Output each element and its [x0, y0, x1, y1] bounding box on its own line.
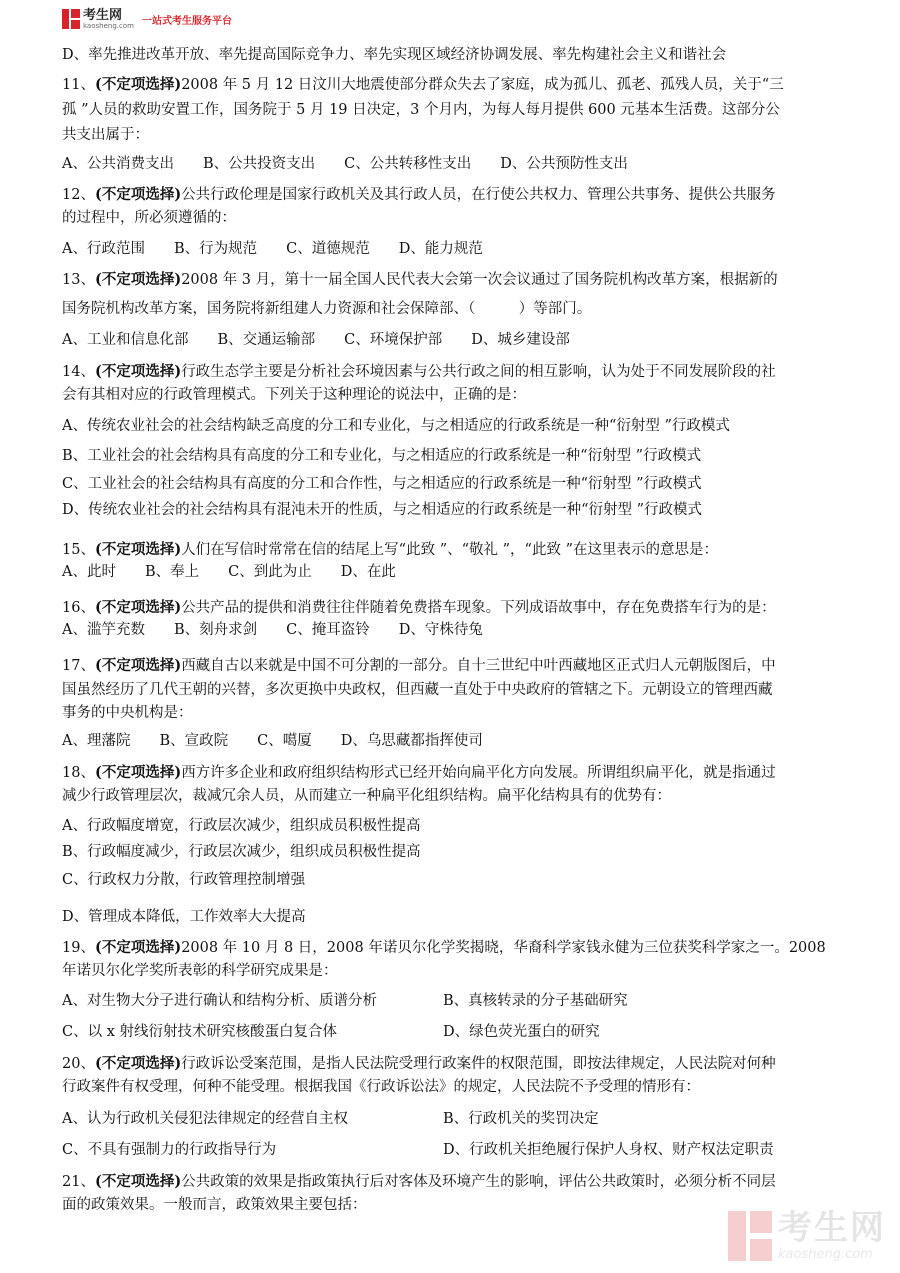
q18-option-a: A、行政幅度增宽，行政层次减少，组织成员积极性提高: [62, 818, 421, 834]
q16-number: 16、: [62, 600, 95, 616]
q14-stem-line1: [62, 362, 776, 382]
q15-options: A、此时 B、奉上 C、到此为止 D、在此: [62, 564, 396, 580]
q13-stem-line2: 国务院机构改革方案，国务院将新组建人力资源和社会保障部、（ ）等部门。: [62, 301, 592, 317]
brand: [83, 9, 134, 30]
q13-number: 13、: [62, 272, 95, 288]
q17-stem-line2: 国虽然经历了几代王朝的兴替，多次更换中央政权，但西藏一直处于中央政府的管辖之下。元朝设立的管理西藏: [62, 682, 773, 698]
watermark-name: 考生网: [778, 1208, 886, 1248]
q19-number: 19、: [62, 940, 95, 956]
q18-option-b: B、行政幅度减少，行政层次减少，组织成员积极性提高: [62, 844, 421, 860]
question-type-tag: (不定项选择): [94, 363, 182, 380]
slogan: 一站式考生服务平台: [141, 15, 232, 27]
q20-number: 20、: [62, 1056, 95, 1072]
q14-option-a: A、传统农业社会的社会结构缺乏高度的分工和专业化，与之相适应的行政系统是一种“衍射型 ”行政模式: [62, 418, 730, 434]
question-type-tag: (不定项选择): [94, 657, 182, 674]
q12-stem-line1: [62, 185, 776, 205]
q17-text: 西藏自古以来就是中国不可分割的一部分。自十三世纪中叶西藏地区正式归人元朝版图后，中: [181, 658, 776, 674]
question-type-tag: (不定项选择): [94, 599, 182, 616]
site-logo-icon: [62, 9, 80, 29]
watermark: [728, 1208, 886, 1262]
q15-number: 15、: [62, 542, 95, 558]
q19-text: 2008 年 10 月 8 日，2008 年诺贝尔化学奖揭晓，华裔科学家钱永健为三位获奖科学家之一。2008: [181, 940, 826, 956]
q14-option-c: C、工业社会的社会结构具有高度的分工和合作性，与之相适应的行政系统是一种“衍射型 ”行政模式: [62, 476, 702, 492]
q17-stem-line3: 事务的中央机构是：: [62, 705, 193, 721]
q17-options: A、理藩院 B、宣政院 C、噶厦 D、乌思藏都指挥使司: [62, 733, 483, 749]
q20-option-d: D、行政机关拒绝履行保护人身权、财产权法定职责: [443, 1142, 774, 1158]
q20-stem-line2: 行政案件有权受理，何种不能受理。根据我国《行政诉讼法》的规定，人民法院不予受理的情形有：: [62, 1079, 700, 1095]
q16-text: 公共产品的提供和消费往往伴随着免费搭车现象。下列成语故事中，存在免费搭车行为的是：: [181, 600, 776, 616]
question-type-tag: (不定项选择): [94, 541, 182, 558]
watermark-logo-icon: [728, 1211, 772, 1261]
q21-number: 21、: [62, 1174, 95, 1190]
q19-stem-line1: [62, 938, 826, 958]
q20-text: 行政诉讼受案范围，是指人民法院受理行政案件的权限范围，即按法律规定，人民法院对何种: [181, 1056, 776, 1072]
q11-options: A、公共消费支出 B、公共投资支出 C、公共转移性支出 D、公共预防性支出: [62, 156, 628, 172]
q18-option-c: C、行政权力分散，行政管理控制增强: [62, 872, 306, 888]
question-type-tag: (不定项选择): [94, 764, 182, 781]
question-type-tag: (不定项选择): [94, 271, 182, 288]
q11-number: 11、: [62, 77, 95, 93]
q20-option-c: C、不具有强制力的行政指导行为: [62, 1142, 277, 1158]
q20-option-a: A、认为行政机关侵犯法律规定的经营自主权: [62, 1111, 348, 1127]
q18-number: 18、: [62, 765, 95, 781]
q11-stem-line2: 孤 ”人员的救助安置工作，国务院于 5 月 19 日决定，3 个月内，为每人每月提供 600 元基本生活费。这部分公: [62, 102, 780, 118]
watermark-domain: kaosheng.com: [778, 1247, 873, 1262]
q13-stem-line1: [62, 270, 778, 290]
q12-number: 12、: [62, 187, 95, 203]
q11-stem-line3: 共支出属于：: [62, 127, 149, 143]
q18-text: 西方许多企业和政府组织结构形式已经开始向扁平化方向发展。所谓组织扁平化，就是指通过: [181, 765, 776, 781]
question-type-tag: (不定项选择): [94, 1173, 182, 1190]
q18-stem-line2: 减少行政管理层次，裁减冗余人员，从而建立一种扁平化组织结构。扁平化结构具有的优势有：: [62, 788, 671, 804]
q15-text: 人们在写信时常常在信的结尾上写“此致 ”、“敬礼 ”，“此致 ”在这里表示的意思是：: [181, 542, 718, 558]
q20-option-b: B、行政机关的奖罚决定: [443, 1111, 599, 1127]
q21-stem-line1: [62, 1172, 776, 1192]
q11-stem-line1: [62, 75, 784, 95]
q14-option-b: B、工业社会的社会结构具有高度的分工和专业化，与之相适应的行政系统是一种“衍射型 ”行政模式: [62, 448, 702, 464]
q19-option-c: C、以 x 射线衍射技术研究核酸蛋白复合体: [62, 1024, 337, 1040]
site-header: [62, 7, 232, 31]
q16-options: A、滥竽充数 B、刻舟求剑 C、掩耳盗铃 D、守株待兔: [62, 622, 483, 638]
q20-stem-line1: [62, 1054, 776, 1074]
q14-option-d: D、传统农业社会的社会结构具有混沌未开的性质，与之相适应的行政系统是一种“衍射型 ”行政模式: [62, 502, 703, 518]
q12-options: A、行政范围 B、行为规范 C、道德规范 D、能力规范: [62, 241, 483, 257]
q12-text: 公共行政伦理是国家行政机关及其行政人员，在行使公共权力、管理公共事务、提供公共服务: [181, 187, 776, 203]
q15-stem-line1: [62, 540, 718, 560]
q14-text: 行政生态学主要是分析社会环境因素与公共行政之间的相互影响，认为处于不同发展阶段的社: [181, 364, 776, 380]
q17-stem-line1: [62, 656, 776, 676]
q19-option-b: B、真核转录的分子基础研究: [443, 993, 628, 1009]
q11-text: 2008 年 5 月 12 日汶川大地震使部分群众失去了家庭，成为孤儿、孤老、孤残人员，关于“三: [181, 77, 784, 93]
q14-number: 14、: [62, 364, 95, 380]
q19-option-a: A、对生物大分子进行确认和结构分析、质谱分析: [62, 993, 377, 1009]
brand-name: 考生网: [83, 7, 123, 23]
brand-domain: kaosheng.com: [83, 21, 134, 30]
q18-stem-line1: [62, 763, 776, 783]
q12-stem-line2: 的过程中，所必须遵循的：: [62, 210, 236, 226]
question-type-tag: (不定项选择): [94, 1055, 182, 1072]
question-type-tag: (不定项选择): [94, 939, 182, 956]
q18-option-d: D、管理成本降低，工作效率大大提高: [62, 909, 306, 925]
q19-stem-line2: 年诺贝尔化学奖所表彰的科学研究成果是：: [62, 963, 338, 979]
q17-number: 17、: [62, 658, 95, 674]
question-type-tag: (不定项选择): [94, 186, 182, 203]
q19-option-d: D、绿色荧光蛋白的研究: [443, 1024, 600, 1040]
q13-text: 2008 年 3 月，第十一届全国人民代表大会第一次会议通过了国务院机构改革方案，根据新的: [181, 272, 778, 288]
q14-stem-line2: 会有其相对应的行政管理模式。下列关于这种理论的说法中，正确的是：: [62, 387, 526, 403]
q21-stem-line2: 面的政策效果。一般而言，政策效果主要包括：: [62, 1197, 367, 1213]
q16-stem-line1: [62, 598, 776, 618]
q13-options: A、工业和信息化部 B、交通运输部 C、环境保护部 D、城乡建设部: [62, 332, 570, 348]
q21-text: 公共政策的效果是指政策执行后对客体及环境产生的影响，评估公共政策时，必须分析不同层: [181, 1174, 776, 1190]
q10-option-d: D、率先推进改革开放、率先提高国际竞争力、率先实现区域经济协调发展、率先构建社会主义和谐社会: [62, 47, 727, 63]
question-type-tag: (不定项选择): [94, 76, 182, 93]
